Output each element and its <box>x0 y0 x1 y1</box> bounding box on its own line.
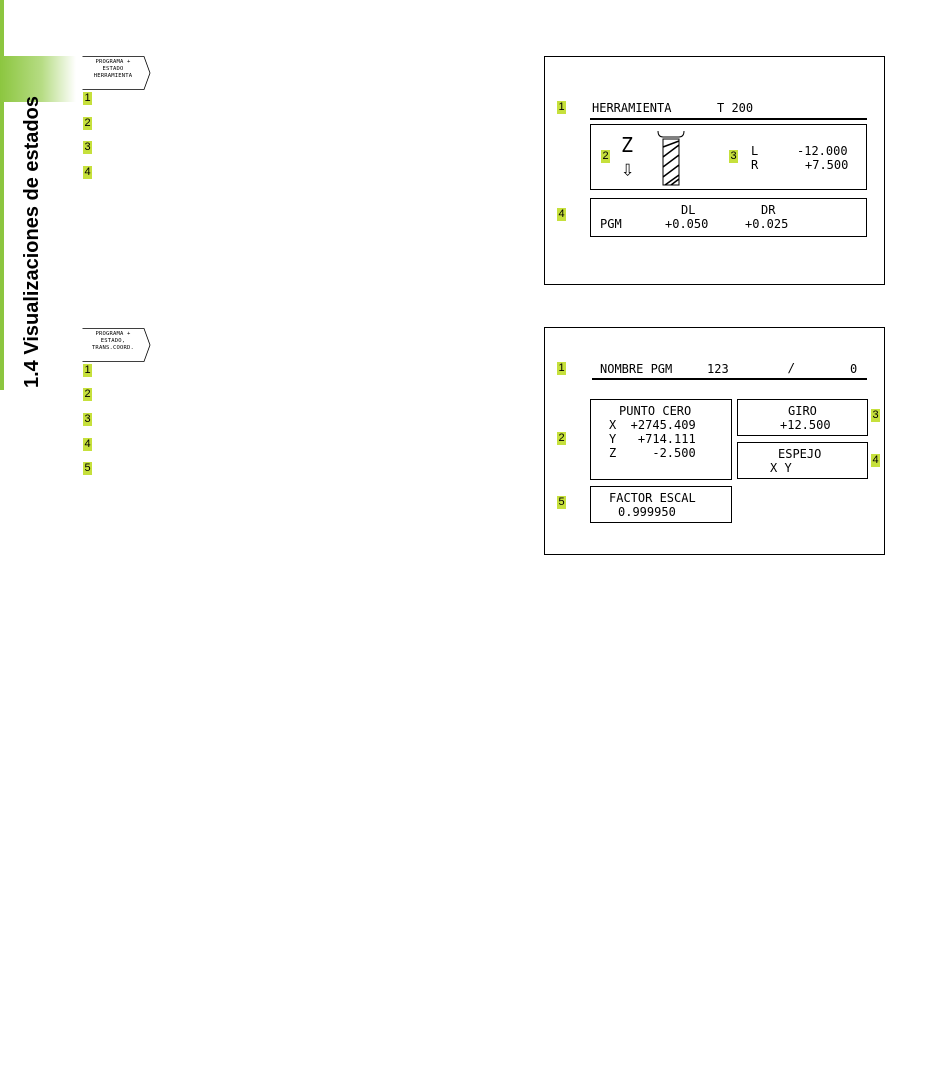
list-marker-2: 2 <box>84 117 91 129</box>
mirror-axes: X Y <box>770 461 792 475</box>
header-count: 0 <box>850 362 858 376</box>
tool-status-screen <box>544 56 885 285</box>
callout-2: 2 <box>602 150 609 162</box>
list-marker-1: 1 <box>84 364 91 376</box>
pgm-label: PGM <box>600 217 622 231</box>
list-marker-3: 3 <box>84 413 91 425</box>
down-arrow-icon: ⇩ <box>621 157 635 182</box>
scale-factor-value: 0.999950 <box>618 505 676 519</box>
list-marker-2: 2 <box>84 388 91 400</box>
softkey-line: TRANS.COORD. <box>91 345 135 351</box>
list-marker-3: 3 <box>84 141 91 153</box>
header-rule <box>592 378 867 380</box>
softkey-programa-estado-trans-coord[interactable] <box>82 328 150 362</box>
header-rule <box>590 118 867 120</box>
datum-box <box>590 399 732 480</box>
scale-factor-title: FACTOR ESCAL <box>609 491 696 505</box>
callout-4: 4 <box>872 454 879 466</box>
tool-geometry-box <box>590 124 867 190</box>
softkey-line: ESTADO, <box>100 338 126 344</box>
header-slash: / <box>788 361 796 375</box>
program-name-value: 123 <box>707 362 729 376</box>
datum-x: X +2745.409 <box>609 418 696 432</box>
list-marker-1: 1 <box>84 92 91 104</box>
callout-3: 3 <box>872 409 879 421</box>
coord-transform-screen <box>544 327 885 555</box>
callout-1: 1 <box>558 362 565 374</box>
callout-3: 3 <box>730 150 737 162</box>
list-marker-4: 4 <box>84 438 91 450</box>
list-marker-5: 5 <box>84 462 91 474</box>
section-title: 1.4 Visualizaciones de estados <box>21 96 43 388</box>
rotation-value: +12.500 <box>780 418 831 432</box>
datum-y: Y +714.111 <box>609 432 696 446</box>
tool-title: HERRAMIENTA <box>592 101 672 115</box>
rotation-title: GIRO <box>788 404 817 418</box>
rotation-box <box>737 399 868 436</box>
radius-value: +7.500 <box>805 158 849 172</box>
softkey-line: PROGRAMA + <box>95 59 131 65</box>
radius-label: R <box>751 158 759 172</box>
program-name-label: NOMBRE PGM <box>600 362 673 376</box>
scale-factor-box <box>590 486 732 523</box>
milling-tool-icon <box>657 129 687 189</box>
softkey-line: PROGRAMA + <box>95 331 131 337</box>
softkey-label <box>84 59 142 80</box>
mirror-box <box>737 442 868 479</box>
callout-1: 1 <box>558 101 565 113</box>
softkey-line: HERRAMIENTA <box>93 73 133 79</box>
datum-title: PUNTO CERO <box>619 404 692 418</box>
list-marker-4: 4 <box>84 166 91 178</box>
length-value: -12.000 <box>797 144 848 158</box>
dl-value: +0.050 <box>665 217 709 231</box>
callout-5: 5 <box>558 496 565 508</box>
softkey-label <box>84 331 142 352</box>
callout-4: 4 <box>558 208 565 220</box>
softkey-line: ESTADO <box>102 66 124 72</box>
tool-axis: Z <box>621 133 634 157</box>
dl-label: DL <box>681 203 696 217</box>
tool-delta-box <box>590 198 867 237</box>
softkey-programa-estado-herramienta[interactable] <box>82 56 150 90</box>
dr-value: +0.025 <box>745 217 789 231</box>
tool-number: T 200 <box>717 101 754 115</box>
dr-label: DR <box>761 203 776 217</box>
datum-z: Z -2.500 <box>609 446 696 460</box>
length-label: L <box>751 144 759 158</box>
callout-2: 2 <box>558 432 565 444</box>
mirror-title: ESPEJO <box>778 447 822 461</box>
